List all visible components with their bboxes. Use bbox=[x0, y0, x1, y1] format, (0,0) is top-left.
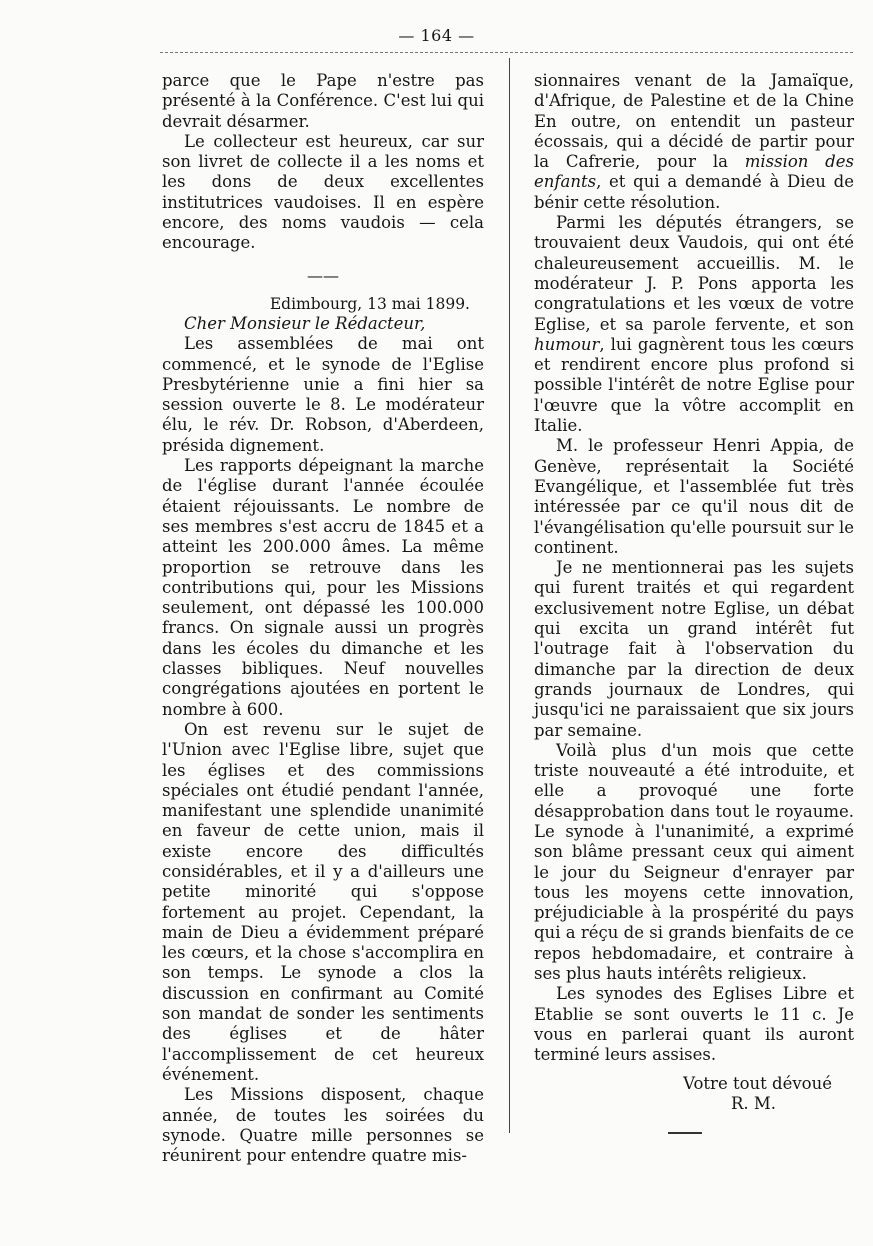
paragraph: Je ne mentionnerai pas les sujets qui furent traités et qui regardent exclusivement notre Eglise, un débat qui excita un grand intérêt fut l'outrage fait à l'observation du dimanche par la direction de deux grands journaux de Londres, qui jusqu'ici ne paraissaient que six jours par semaine. bbox=[534, 558, 854, 740]
text-run: , et qui a demandé à Dieu de bénir cette résolution. bbox=[534, 172, 854, 212]
end-rule bbox=[668, 1132, 702, 1134]
paragraph: Les rapports dépeignant la marche de l'église durant l'année écoulée étaient réjouissants. Le nombre de ses membres s'est accru de 1845 et a atteint les 200.000 âmes. La même proportion se retrouve dans les contributions qui, pour les Missions seulement, ont dépassé les 100.000 francs. On signale aussi un progrès dans les écoles du dimanche et les classes bibliques. Neuf nouvelles congrégations ajoutées en portent le nombre à 600. bbox=[162, 456, 484, 719]
paragraph: Voilà plus d'un mois que cette triste nouveauté a été introduite, et elle a provoqué une forte désapprobation dans tout le royaume. Le synode à l'unanimité, a exprimé son blâme pressant ceux qui aiment le jour du Seigneur d'enrayer par tous les moyens cette innovation, préjudiciable à la prospérité du pays qui a réçu de si grands bienfaits de ce repos hebdomadaire, et contraire à ses plus hauts intérêts religieux. bbox=[534, 740, 854, 984]
section-separator: —— bbox=[307, 265, 339, 285]
paragraph: On est revenu sur le sujet de l'Union avec l'Eglise libre, sujet que les églises et des commissions spéciales ont étudié pendant l'année, manifestant une splendide unanimité en faveur de cette union, mais il existe encore des difficultés considérables, et il y a d'ailleurs une petite minorité qui s'oppose fortement au projet. Cependant, la main de Dieu a évidemment préparé les cœurs, et la chose s'accomplira en son temps. Le synode a clos la discussion en confirmant au Comité son mandat de sonder les sentiments des églises et de hâter l'accomplissement de cet heureux événement. bbox=[162, 719, 484, 1084]
header-rule bbox=[160, 52, 853, 53]
paragraph: Les synodes des Eglises Libre et Etablie se sont ouverts le 11 c. Je vous en parlerai quant ils auront terminé leurs assises. bbox=[534, 984, 854, 1065]
letter-salutation: Cher Monsieur le Rédacteur, bbox=[184, 313, 426, 333]
signature: R. M. bbox=[730, 1093, 776, 1113]
text-run: , lui gagnèrent tous les cœurs et rendirent encore plus profond si possible l'intérêt de notre Eglise pour l'œuvre que la vôtre accomplit en Italie. bbox=[534, 334, 854, 436]
page-number: — 164 — bbox=[398, 26, 475, 45]
italic-text: humour bbox=[534, 334, 600, 354]
paragraph: Le collecteur est heureux, car sur son livret de collecte il a les noms et les dons de deux excellentes institutrices vaudoises. Il en espère encore, des noms vaudois — cela encourage. bbox=[162, 131, 484, 253]
left-column bbox=[162, 71, 484, 1166]
text-run: sionnaires venant de la Jamaïque, d'Afrique, de Palestine et de la Chine En outre, on entendit un pasteur écossais, qui a décidé de partir pour la Cafrerie, pour la bbox=[534, 71, 854, 172]
text-run: Parmi les députés étrangers, se trouvaient deux Vaudois, qui ont été chaleureusement accueillis. M. le modérateur J. P. Pons apporta les congratulations et les vœux de votre Eglise, et sa parole fervente, et son bbox=[534, 213, 854, 334]
paragraph bbox=[534, 213, 854, 436]
continued-paragraph: parce que le Pape n'estre pas présenté à la Conférence. C'est lui qui devrait désarmer. bbox=[162, 71, 484, 131]
closing-line: Votre tout dévoué bbox=[683, 1073, 832, 1093]
right-column bbox=[534, 71, 854, 1134]
continued-paragraph bbox=[534, 71, 854, 213]
letter-dateline: Edimbourg, 13 mai 1899. bbox=[269, 294, 470, 313]
paragraph: M. le professeur Henri Appia, de Genève, représentait la Société Evangélique, et l'assemblée fut très intéressée par ce qu'il nous dit de l'évangélisation qu'elle poursuit sur le continent. bbox=[534, 436, 854, 557]
column-divider bbox=[509, 58, 510, 1133]
paragraph: Les assemblées de mai ont commencé, et le synode de l'Eglise Presbytérienne unie a fini hier sa session ouverte le 8. Le modérateur élu, le rév. Dr. Robson, d'Aberdeen, présida dignement. bbox=[162, 334, 484, 455]
paragraph: Les Missions disposent, chaque année, de toutes les soirées du synode. Quatre mille personnes se réunirent pour entendre quatre mis- bbox=[162, 1085, 484, 1166]
letter-closing bbox=[534, 1074, 854, 1115]
italic-text: mission des enfants bbox=[534, 152, 854, 192]
